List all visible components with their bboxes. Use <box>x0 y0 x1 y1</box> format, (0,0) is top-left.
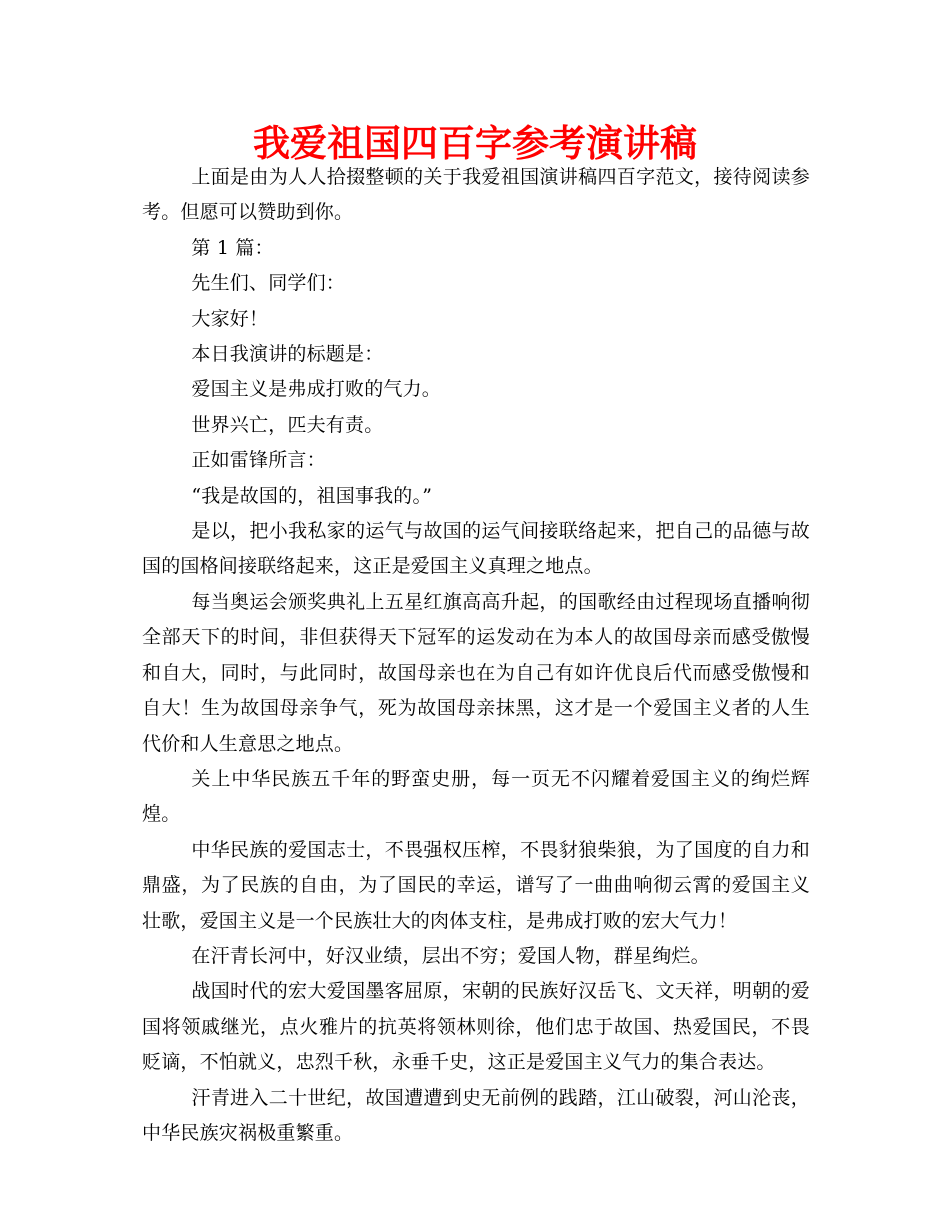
paragraph: 战国时代的宏大爱国墨客屈原，宋朝的民族好汉岳飞、文天祥，明朝的爱国将领戚继光，点火雅片的抗英将领林则徐，他们忠于故国、热爱国民，不畏贬谪，不怕就义，忠烈千秋，永垂千史，这正是爱国主义气力的集合表达。 <box>142 980 810 1074</box>
document-title: 我爱祖国四百字参考演讲稿 <box>253 122 697 165</box>
paragraph: 汗青进入二十世纪，故国遭遭到史无前例的践踏，江山破裂，河山沦丧，中华民族灾祸极重繁重。 <box>142 1086 810 1144</box>
paragraph: 在汗青长河中，好汉业绩，层出不穷；爱国人物，群星绚烂。 <box>191 944 710 967</box>
paragraph: “我是故国的，祖国事我的。” <box>191 484 433 507</box>
paragraph: 每当奥运会颁奖典礼上五星红旗高高升起，的国歌经由过程现场直播响彻全部天下的时间，非但获得天下冠军的运发动在为本人的故国母亲而感受傲慢和自大，同时，与此同时，故国母亲也在为自己有如许优良后代而感受傲慢和自大！生为故国母亲争气，死为故国母亲抹黑，这才是一个爱国主义者的人生代价和人生意思之地点。 <box>142 590 810 755</box>
paragraph: 先生们、同学们： <box>191 272 345 295</box>
paragraph: 大家好！ <box>191 307 269 330</box>
paragraph: 世界兴亡，匹夫有责。 <box>191 413 384 436</box>
paragraph: 正如雷锋所言： <box>191 449 326 472</box>
paragraph: 是以，把小我私家的运气与故国的运气间接联络起来，把自己的品德与故国的国格间接联络起来，这正是爱国主义真理之地点。 <box>142 520 810 578</box>
document-body <box>142 160 810 1151</box>
paragraph: 中华民族的爱国志士，不畏强权压榨，不畏豺狼柴狼，为了国度的自力和鼎盛，为了民族的自由，为了国民的幸运，谱写了一曲曲响彻云霄的爱国主义壮歌，爱国主义是一个民族壮大的肉体支柱，是弗成打败的宏大气力！ <box>142 838 810 932</box>
paragraph: 关上中华民族五千年的野蛮史册，每一页无不闪耀着爱国主义的绚烂辉煌。 <box>142 767 810 826</box>
paragraph: 本日我演讲的标题是： <box>191 343 384 366</box>
paragraph: 爱国主义是弗成打败的气力。 <box>191 378 441 401</box>
paragraph: 上面是由为人人拾掇整顿的关于我爱祖国演讲稿四百字范文，接待阅读参考。但愿可以赞助到你。 <box>142 166 810 224</box>
paragraph: 第 1 篇： <box>191 236 274 259</box>
